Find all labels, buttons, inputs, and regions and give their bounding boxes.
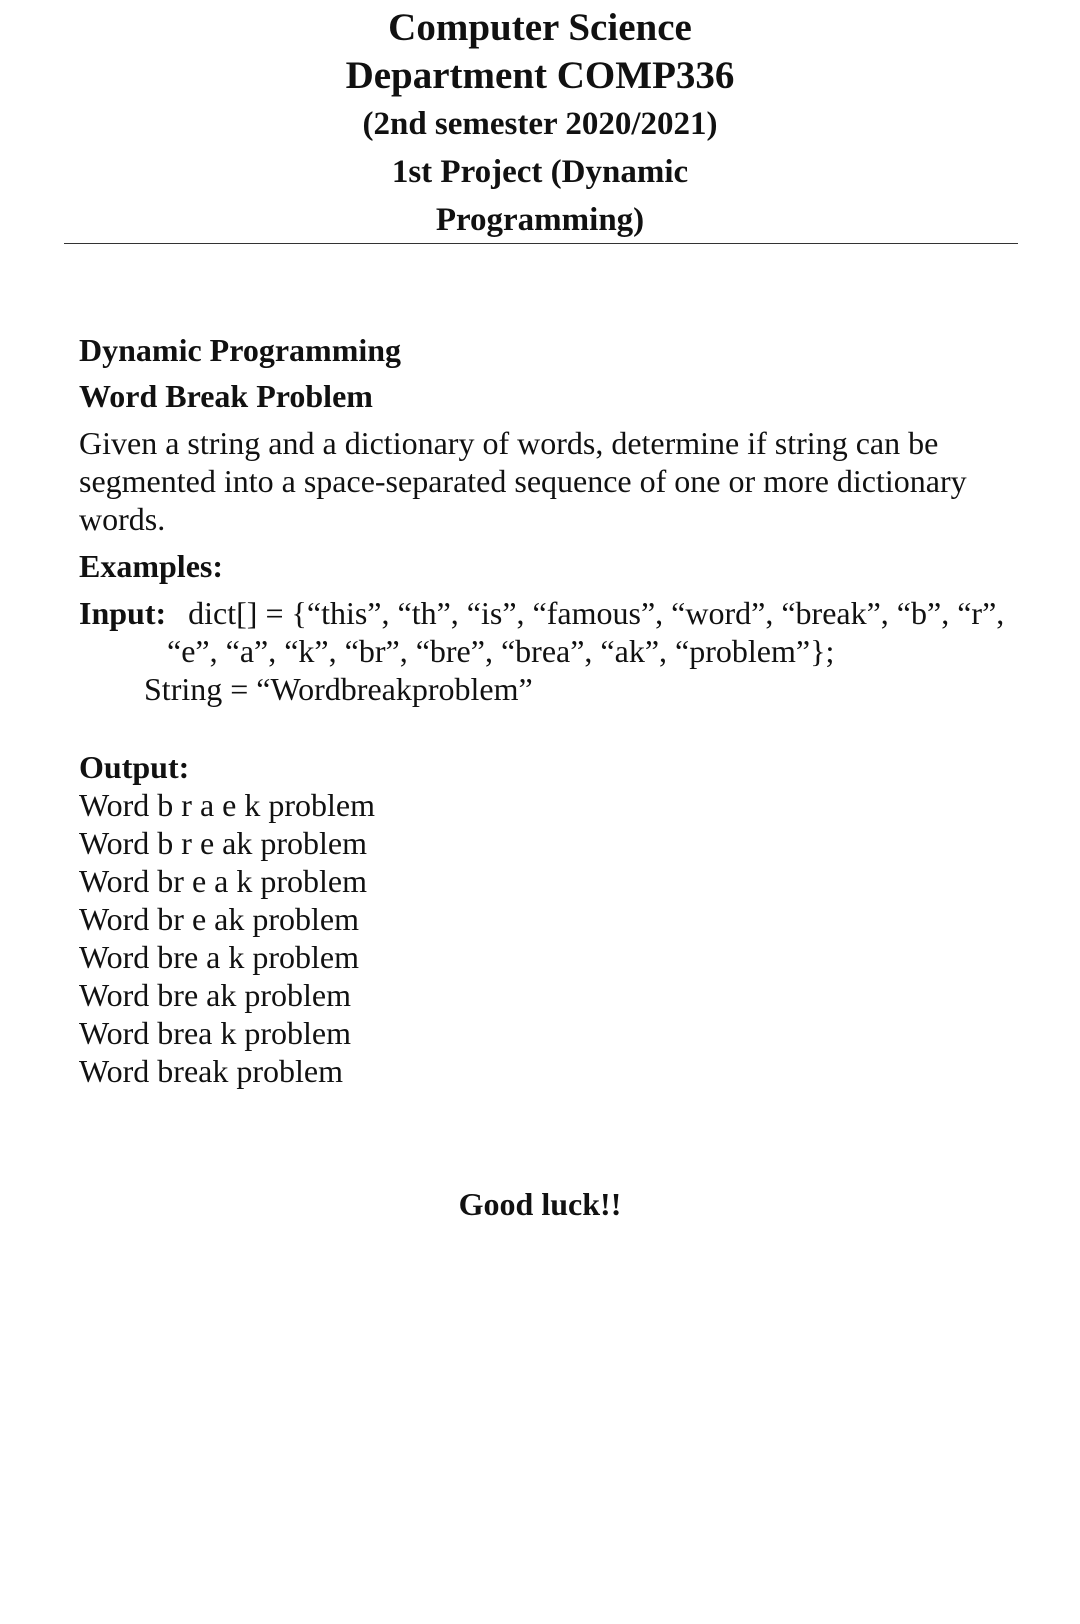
output-line: Word brea k problem [79, 1015, 351, 1051]
header-line-2: Department COMP336 [345, 54, 735, 97]
string-line: String = “Wordbreakproblem” [144, 671, 533, 707]
output-line: Word br e a k problem [79, 863, 367, 899]
document-body [79, 330, 1039, 1090]
header-line-1: Computer Science [388, 6, 692, 49]
document-header [0, 4, 1080, 244]
output-label: Output: [79, 749, 190, 785]
header-line-3: (2nd semester 2020/2021) [362, 106, 718, 142]
header-divider [64, 243, 1018, 244]
header-line-5: Programming) [435, 202, 645, 238]
section-subtitle: Word Break Problem [79, 378, 373, 414]
header-line-4: 1st Project (Dynamic [391, 154, 689, 190]
input-label: Input: [79, 595, 167, 631]
output-line: Word br e ak problem [79, 901, 359, 937]
dict-line-1: dict[] = {“this”, “th”, “is”, “famous”, “word”, “break”, “b”, “r”, [188, 595, 1005, 631]
output-list [79, 786, 1039, 1090]
output-line: Word break problem [79, 1053, 343, 1089]
dict-line-2: “e”, “a”, “k”, “br”, “bre”, “brea”, “ak”, “problem”}; [167, 633, 835, 669]
examples-label: Examples: [79, 548, 223, 584]
input-row-1 [79, 594, 1039, 632]
problem-description: Given a string and a dictionary of words, determine if string can be segmented into a space-separated sequence of one or more dictionary words. [79, 425, 967, 537]
output-line: Word b r a e k problem [79, 787, 375, 823]
section-title: Dynamic Programming [79, 332, 402, 368]
good-luck-text: Good luck!! [458, 1186, 622, 1222]
output-line: Word b r e ak problem [79, 825, 367, 861]
output-line: Word bre ak problem [79, 977, 351, 1013]
output-line: Word bre a k problem [79, 939, 359, 975]
input-example [79, 594, 1039, 708]
